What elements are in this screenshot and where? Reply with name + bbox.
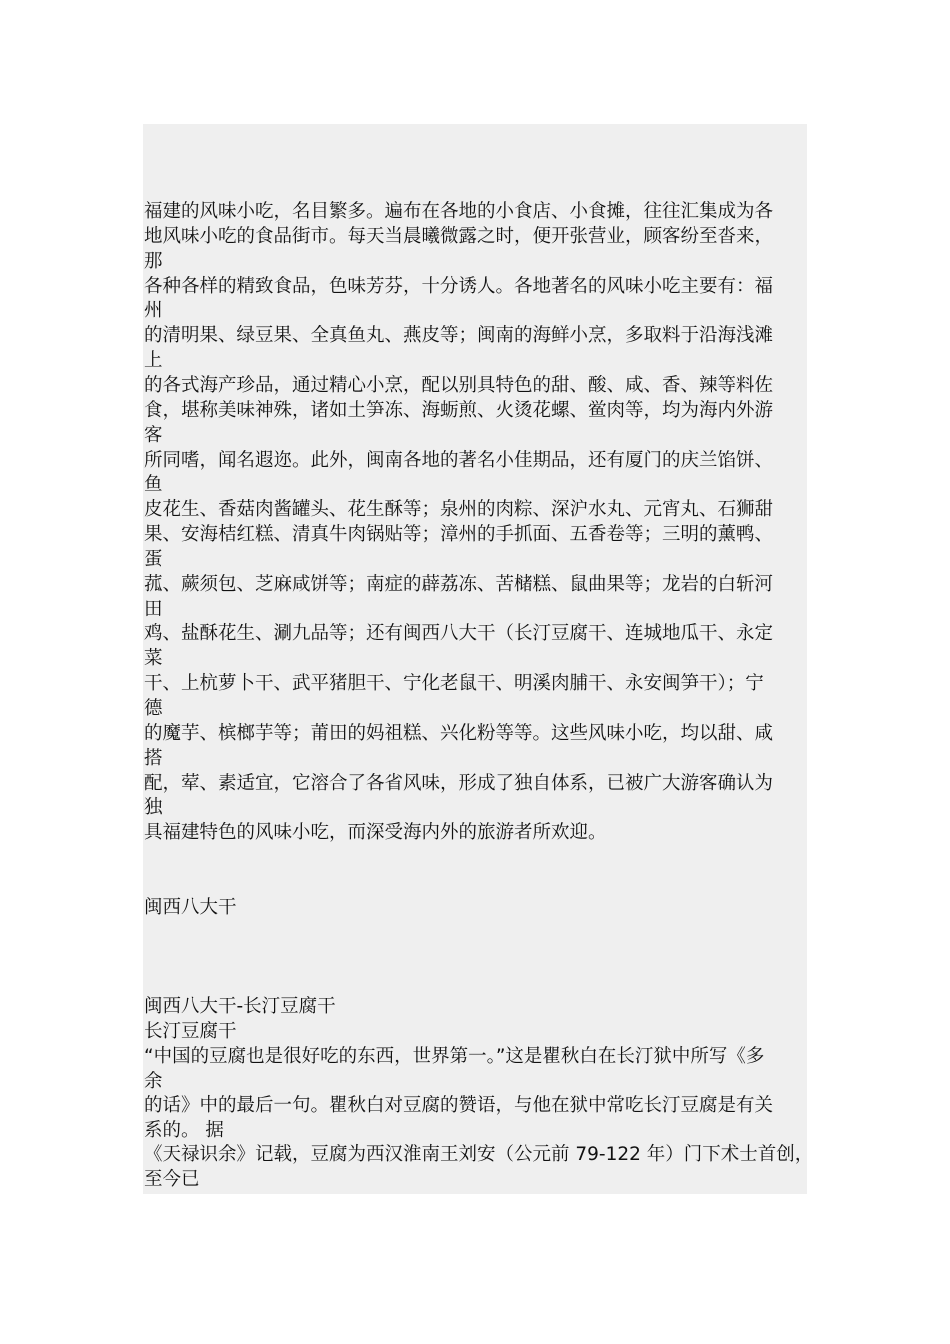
intro-line: 所同嗜，闻名遐迩。此外，闽南各地的著名小佳期品，还有厦门的庆兰馅饼、 [144,449,774,471]
intro-line: 福建的风味小吃，名目繁多。遍布在各地的小食店、小食摊，往往汇集成为各 [144,201,774,222]
intro-line: 那 [144,250,163,272]
intro-line: 具福建特色的风味小吃，而深受海内外的旅游者所欢迎。 [144,822,607,844]
intro-line: 搭 [144,747,163,769]
intro-line: 的魔芋、槟榔芋等；莆田的妈祖糕、兴化粉等等。这些风味小吃，均以甜、咸 [144,722,774,744]
section-heading: 闽西八大干 [144,897,237,918]
intro-line: 干、上杭萝卜干、武平猪胆干、宁化老鼠干、明溪肉脯干、永安闽笋干）；宁 [144,673,764,695]
intro-line: 田 [144,598,163,620]
intro-line: 鸡、盐酥花生、涮九品等；还有闽西八大干（长汀豆腐干、连城地瓜干、永定 [144,623,774,645]
tofu-line: 《天禄识余》记载，豆腐为西汉淮南王刘安（公元前 79-122 年）门下术士首创， [144,1144,814,1166]
tofu-line: 至今已 [144,1169,200,1190]
intro-line: 各种各样的精致食品，色味芳芬，十分诱人。各地著名的风味小吃主要有：福 [144,275,774,297]
intro-line: 州 [144,300,163,322]
intro-line: 独 [144,797,163,819]
intro-line: 的清明果、绿豆果、全真鱼丸、燕皮等；闽南的海鲜小烹，多取料于沿海浅滩 [144,325,774,347]
intro-line: 食，堪称美味神殊，诸如土笋冻、海蛎煎、火烫花螺、鲎肉等，均为海内外游 [144,399,774,421]
intro-line: 德 [144,698,163,719]
intro-line: 菰、蕨须包、芝麻咸饼等；南症的薜荔冻、苦槠糕、鼠曲果等；龙岩的白斩河 [144,573,774,595]
tofu-line: 系的。 据 [144,1119,224,1141]
intro-line: 蛋 [144,548,163,570]
intro-line: 果、安海桔红糕、清真牛肉锅贴等；漳州的手抓面、五香卷等；三明的薰鸭、 [144,524,774,546]
intro-line: 皮花生、香菇肉酱罐头、花生酥等；泉州的肉粽、深沪水丸、元宵丸、石狮甜 [144,499,774,521]
subheading-changting-tofu: 长汀豆腐干 [144,1021,237,1042]
intro-line: 的各式海产珍品，通过精心小烹，配以别具特色的甜、酸、咸、香、辣等料佐 [144,374,774,396]
subheading-changting-title: 闽西八大干-长汀豆腐干 [144,996,336,1017]
intro-line: 客 [144,424,163,446]
intro-line: 菜 [144,648,163,670]
intro-line: 鱼 [144,474,163,496]
tofu-line: 的话》中的最后一句。瞿秋白对豆腐的赞语，与他在狱中常吃长汀豆腐是有关 [144,1095,774,1117]
intro-line: 地风味小吃的食品街市。每天当晨曦微露之时，便开张营业，顾客纷至沓来， [144,225,774,247]
intro-line: 配，荤、素适宜，它溶合了各省风味，形成了独自体系，已被广大游客确认为 [144,772,774,794]
tofu-line: “中国的豆腐也是很好吃的东西，世界第一。”这是瞿秋白在长汀狱中所写《多 [144,1046,765,1067]
intro-line: 上 [144,350,163,372]
tofu-line: 余 [144,1070,163,1092]
